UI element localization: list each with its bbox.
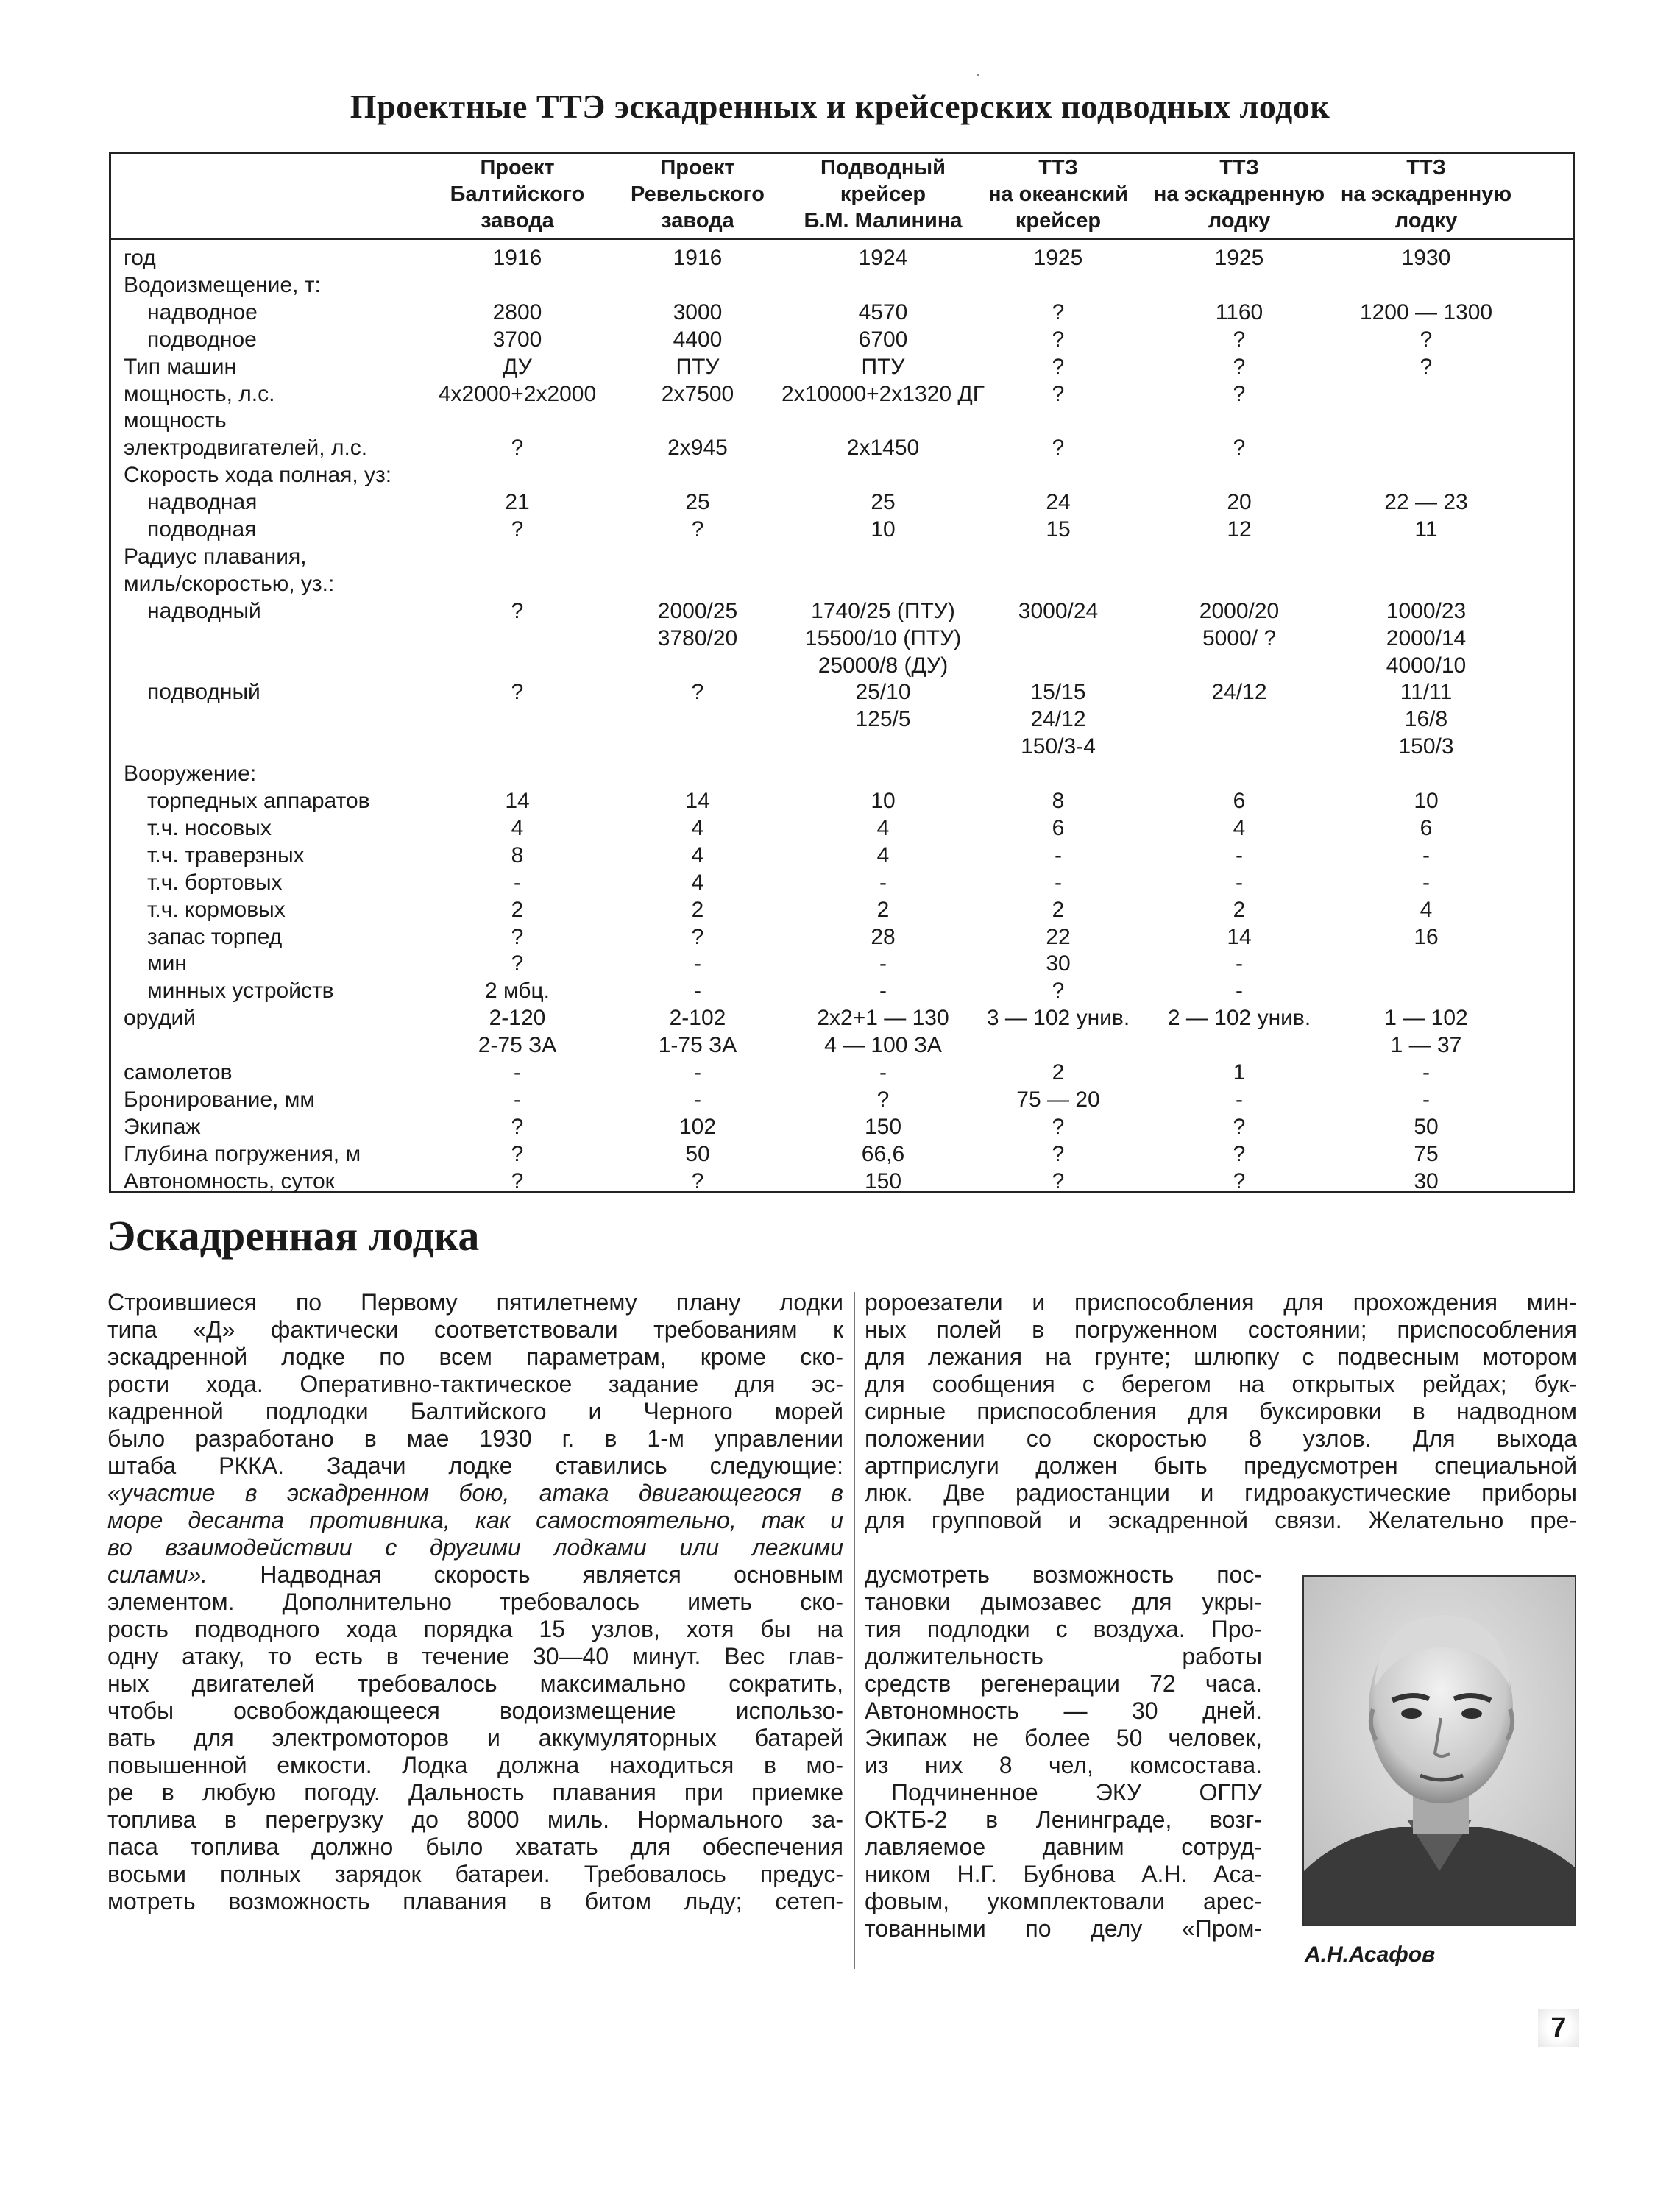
table-cell: 25/10 [855,680,911,705]
table-cell: ? [511,1141,524,1166]
text-line: ных двигателей требовалось максимально сократить, [107,1670,843,1697]
table-cell: 2-102 [669,1006,726,1031]
table-cell: 16 [1414,924,1439,949]
table-cell: 2-120 [489,1006,546,1031]
table-cell: 50 [1414,1114,1439,1139]
table-cell: 150/3-4 [1021,734,1096,759]
table-cell: 2 [1052,897,1065,922]
row-label: запас торпед [147,924,283,949]
table-cell: 1 — 102 [1384,1006,1468,1031]
table-cell: 4400 [673,327,723,352]
table-cell: 2000/14 [1386,625,1467,650]
table-cell: - [879,870,887,895]
text-line: для групповой и эскадренной связи. Желательно пре- [865,1507,1577,1533]
table-row [109,950,1575,977]
table-row [109,706,1575,733]
table-cell: 2800 [492,299,542,324]
table-cell: ? [511,951,524,976]
table-cell: ? [1052,381,1065,406]
table-cell: ? [1052,299,1065,324]
portrait-illustration [1304,1577,1575,1925]
table-cell: 25 [871,490,896,515]
table-cell: 30 [1046,951,1071,976]
text-line: для лежания на грунте; шлюпку с подвесным мотором [865,1344,1577,1370]
table-cell: 4000/10 [1386,653,1467,678]
table-cell: 1930 [1401,246,1451,270]
text-line: эскадренной лодке по всем параметрам, кроме ско- [107,1344,843,1370]
table-cell: - [694,1060,701,1085]
table-cell: 24/12 [1211,680,1267,705]
row-label: надводная [147,490,258,515]
table-cell: 4 [1420,897,1433,922]
column-header-3: Подводный крейсер Б.М. Малинина [804,156,963,233]
table-cell: 102 [678,1114,717,1139]
text-line: было разработано в мае 1930 г. в 1-м управлении [107,1425,843,1452]
table-row [109,597,1575,625]
table-cell: 10 [871,789,896,813]
row-label: т.ч. бортовых [147,870,283,895]
table-row [109,652,1575,679]
text-line: сирные приспособления для буксировки в надводном [865,1398,1577,1424]
table-cell: 4 [1233,815,1246,840]
table-header-divider [109,238,1575,240]
text-line: положении со скоростью 8 узлов. Для выхода [865,1425,1577,1452]
page-number: 7 [1538,2009,1579,2047]
text-line: ником Н.Г. Бубнова А.Н. Аса- [865,1861,1262,1887]
table-cell: ? [1233,381,1246,406]
row-label: миль/скоростью, уз.: [124,571,335,596]
table-row [109,760,1575,787]
text-line: ОКТБ-2 в Ленинграде, возг- [865,1806,1262,1833]
table-cell: 4 [876,842,890,867]
table-cell: 1916 [673,246,723,270]
table-cell: - [1422,842,1430,867]
table-cell: 150 [864,1168,902,1193]
table-cell: ? [1052,1141,1065,1166]
table-cell: ? [1233,1114,1246,1139]
table-cell: - [1422,1060,1430,1085]
table-cell: ? [1052,1114,1065,1139]
table-cell: 22 — 23 [1384,490,1468,515]
table-cell: 14 [685,789,710,813]
table-cell: 2х2+1 — 130 [817,1006,949,1031]
table-cell: 24/12 [1030,707,1086,732]
table-cell: - [1236,842,1243,867]
table-cell: 10 [871,517,896,542]
row-label: подводное [147,327,257,352]
table-cell: ПТУ [676,354,720,379]
table-cell: 1 — 37 [1390,1033,1462,1058]
table-cell: ? [511,598,524,623]
table-cell: 1924 [858,246,908,270]
text-line: типа «Д» фактически соответствовали требованиям к [107,1316,843,1343]
table-row [109,1004,1575,1032]
text-line: люк. Две радиостанции и гидроакустические приборы [865,1480,1577,1506]
table-row [109,977,1575,1004]
table-cell: 1925 [1214,246,1264,270]
table-cell: - [694,1087,701,1112]
table-cell: 2 [1052,1060,1065,1085]
table-cell: 10 [1414,789,1439,813]
text-line: артприслуги должен быть предусмотрен специальной [865,1452,1577,1479]
table-cell: 2х10000+2х1320 ДГ [781,381,985,406]
table-cell: - [879,979,887,1004]
row-label: торпедных аппаратов [147,789,370,813]
text-line: силами». Надводная скорость является основным [107,1561,843,1588]
table-cell: 4 [876,815,890,840]
table-cell: ? [1233,1168,1246,1193]
table-cell: 4 — 100 ЗА [824,1033,942,1058]
text-line: кадренной подлодки Балтийского и Черного морей [107,1398,843,1424]
table-cell: 21 [505,490,530,515]
italic-quote-end: силами». [107,1561,208,1588]
table-cell: 6 [1233,789,1246,813]
table-cell: - [514,1060,521,1085]
table-row [109,896,1575,923]
table-cell: ? [511,924,524,949]
table-cell: 1 [1233,1060,1246,1085]
text-line: паса топлива должно было хватать для обеспечения [107,1834,843,1860]
table-row [109,1086,1575,1113]
table-cell: 2 — 102 унив. [1167,1006,1311,1031]
table-row [109,489,1575,516]
text-line: топлива в перегрузку до 8000 миль. Нормального за- [107,1806,843,1833]
table-row [109,923,1575,951]
table-cell: 28 [871,924,896,949]
table-cell: ? [1052,979,1065,1004]
table-cell: 1000/23 [1386,598,1467,623]
text-line: чтобы освобождающееся водоизмещение использо- [107,1697,843,1724]
text-line: одну атаку, то есть в течение 30—40 минут. Вес глав- [107,1643,843,1669]
table-cell: 2х7500 [661,381,734,406]
table-cell: 15/15 [1030,680,1086,705]
table-cell: ? [511,436,524,461]
table-row [109,1113,1575,1140]
table-cell: ? [1420,327,1433,352]
row-label: год [124,246,156,270]
text-line: рость подводного хода порядка 15 узлов, хотя бы на [107,1616,843,1642]
table-cell: - [1055,870,1062,895]
column-header-1: Проект Балтийского завода [450,156,585,233]
table-title: Проектные ТТЭ эскадренных и крейсерских подводных лодок [350,88,1330,125]
table-cell: 30 [1414,1168,1439,1193]
text-line: дусмотреть возможность пос- [865,1561,1262,1588]
table-cell: 2 [876,897,890,922]
table-cell: 6 [1052,815,1065,840]
table-cell: ? [511,1168,524,1193]
row-label: надводное [147,299,258,324]
table-row [109,244,1575,272]
table-cell: ? [691,680,704,705]
table-cell: 14 [1227,924,1252,949]
row-label: т.ч. траверзных [147,842,305,867]
table-cell: ? [1052,327,1065,352]
table-cell: ? [1052,354,1065,379]
table-cell: 3780/20 [657,625,738,650]
text-line: фовым, укомплектовали арес- [865,1888,1262,1914]
table-cell: - [694,979,701,1004]
column-header-2: Проект Ревельского завода [631,156,765,233]
row-label: подводная [147,517,257,542]
row-label: Вооружение: [124,762,257,787]
table-cell: ? [691,1168,704,1193]
table-cell: 3 — 102 унив. [986,1006,1130,1031]
text-line: ных полей в погруженном состоянии; приспособления [865,1316,1577,1343]
article-right-column-top [865,1289,1577,1534]
table-cell: ? [1233,436,1246,461]
table-cell: - [1236,951,1243,976]
table-cell: - [1055,842,1062,867]
row-label: орудий [124,1006,196,1031]
table-cell: - [1236,1087,1243,1112]
table-cell: ? [511,680,524,705]
table-cell: 8 [1052,789,1065,813]
table-cell: 14 [505,789,530,813]
table-cell: 25000/8 (ДУ) [818,653,949,678]
column-header-4: ТТЗ на океанский крейсер [988,156,1128,233]
table-cell: 2 [1233,897,1246,922]
row-label: минных устройств [147,979,334,1004]
table-cell: ? [1233,1141,1246,1166]
table-cell: 4570 [858,299,908,324]
column-header-6: ТТЗ на эскадренную лодку [1340,156,1512,233]
row-label: т.ч. кормовых [147,897,286,922]
row-label: Автономность, суток [124,1168,335,1193]
table-cell: - [1422,870,1430,895]
table-row [109,787,1575,815]
photo-caption: А.Н.Асафов [1305,1942,1436,1967]
table-cell: ? [1233,354,1246,379]
table-cell: - [879,1060,887,1085]
text-line: рости хода. Оперативно-тактическое задание для эс- [107,1371,843,1397]
text-line: из них 8 чел, комсостава. [865,1752,1262,1778]
table-cell: 2-75 ЗА [478,1033,557,1058]
table-row [109,353,1575,380]
table-cell: 11 [1414,517,1438,542]
table-row [109,678,1575,706]
article-right-column-bottom [865,1561,1262,1942]
table-cell: - [514,870,521,895]
table-cell: 2х1450 [846,436,920,461]
table-cell: 3700 [492,327,542,352]
table-row [109,407,1575,434]
text-line: Экипаж не более 50 человек, [865,1725,1262,1751]
table-cell: 24 [1046,490,1071,515]
table-row [109,1168,1575,1195]
row-label: мощность [124,408,227,433]
text-line: штаба РККА. Задачи лодке ставились следующие: [107,1452,843,1479]
text-line: вать для электромоторов и аккумуляторных батарей [107,1725,843,1751]
table-cell: 16/8 [1404,707,1448,732]
row-label: Радиус плавания, [124,544,307,569]
table-row [109,543,1575,570]
table-row [109,1059,1575,1086]
row-label: т.ч. носовых [147,815,272,840]
table-cell: 1925 [1033,246,1083,270]
row-label: самолетов [124,1060,233,1085]
table-cell: 66,6 [861,1141,905,1166]
table-cell: 6700 [858,327,908,352]
portrait-photo [1302,1575,1576,1926]
section-heading: Эскадренная лодка [107,1212,480,1260]
table-row [109,272,1575,299]
table-cell: 1200 — 1300 [1359,299,1493,324]
table-cell: ? [511,517,524,542]
table-cell: - [879,951,887,976]
table-cell: 2 [691,897,704,922]
row-label: подводный [147,680,260,705]
table-cell: - [1236,870,1243,895]
table-cell: - [1236,979,1243,1004]
print-speck [977,74,979,76]
table-cell: ? [1233,327,1246,352]
table-cell: ? [511,1114,524,1139]
table-row [109,380,1575,408]
table-cell: 15 [1046,517,1071,542]
table-row [109,1032,1575,1059]
table-cell: 4 [511,815,524,840]
table-row [109,570,1575,597]
text-line: должительность работы [865,1643,1262,1669]
table-cell: 1916 [492,246,542,270]
text-line: ре в любую погоду. Дальность плавания при приемке [107,1779,843,1806]
table-cell: 2000/20 [1199,598,1280,623]
table-cell: 2 мбц. [484,979,550,1004]
table-cell: ? [1052,1168,1065,1193]
table-row [109,815,1575,842]
table-row [109,434,1575,461]
table-cell: 25 [685,490,710,515]
table-cell: 5000/ ? [1202,625,1277,650]
table-cell: ? [1052,436,1065,461]
table-row [109,326,1575,353]
table-row [109,299,1575,326]
table-cell: 3000/24 [1018,598,1099,623]
column-header-5: ТТЗ на эскадренную лодку [1153,156,1325,233]
table-cell: - [694,951,701,976]
text-line: тановки дымозавес для укры- [865,1589,1262,1615]
row-label: Бронирование, мм [124,1087,315,1112]
table-cell: - [514,1087,521,1112]
table-cell: 125/5 [855,707,911,732]
table-row [109,733,1575,760]
text-line: море десанта противника, как самостоятельно, так и [107,1507,843,1533]
table-cell: 75 — 20 [1016,1087,1100,1112]
table-row [109,625,1575,652]
table-cell: 12 [1227,517,1252,542]
table-row [109,516,1575,543]
table-cell: 4 [691,870,704,895]
text-line: Автономность — 30 дней. [865,1697,1262,1724]
table-cell: ПТУ [861,354,905,379]
text-line: Строившиеся по Первому пятилетнему плану лодки [107,1289,843,1316]
table-cell: 75 [1414,1141,1439,1166]
table-cell: ДУ [503,354,532,379]
text-line: «участие в эскадренном бою, атака двигающегося в [107,1480,843,1506]
text-line: тия подлодки с воздуха. Про- [865,1616,1262,1642]
table-cell: 3000 [673,299,723,324]
row-label: Экипаж [124,1114,201,1139]
table-cell: 4х2000+2х2000 [438,381,597,406]
table-cell: 2х945 [667,436,728,461]
text-line: мотреть возможность плавания в битом льду; сетеп- [107,1888,843,1914]
table-cell: 150/3 [1398,734,1454,759]
row-label: надводный [147,598,261,623]
table-cell: 1160 [1215,299,1263,324]
table-cell: ? [876,1087,890,1112]
text-line: Подчиненное ЭКУ ОГПУ [891,1779,1262,1806]
text-line: восьми полных зарядок батареи. Требовалось предус- [107,1861,843,1887]
text-line: ророезатели и приспособления для прохождения мин- [865,1289,1577,1316]
table-cell: ? [691,924,704,949]
table-row [109,1140,1575,1168]
table-cell: ? [1420,354,1433,379]
column-divider [854,1292,855,1969]
table-cell: 2000/25 [657,598,738,623]
table-cell: 2 [511,897,524,922]
table-cell: 1740/25 (ПТУ) [811,598,955,623]
table-row [109,869,1575,896]
table-cell: 8 [511,842,524,867]
table-row [109,461,1575,489]
text-line: лавляемое давним сотруд- [865,1834,1262,1860]
text-line: средств регенерации 72 часа. [865,1670,1262,1697]
table-cell: 20 [1227,490,1252,515]
table-cell: 11/11 [1400,680,1453,705]
row-label: мин [147,951,187,976]
table-cell: 15500/10 (ПТУ) [804,625,962,650]
row-label: мощность, л.с. [124,381,275,406]
table-cell: 4 [691,815,704,840]
table-cell: ? [691,517,704,542]
table-cell: 50 [685,1141,710,1166]
row-label: электродвигателей, л.с. [124,436,368,461]
table-cell: - [1422,1087,1430,1112]
row-label: Глубина погружения, м [124,1141,361,1166]
text-line: во взаимодействии с другими лодками или легкими [107,1534,843,1561]
row-label: Водоизмещение, т: [124,272,321,297]
row-label: Скорость хода полная, уз: [124,463,392,488]
row-label: Тип машин [124,354,237,379]
text-line: повышенной емкости. Лодка должна находиться в мо- [107,1752,843,1778]
table-cell: 22 [1046,924,1071,949]
text-line: тованными по делу «Пром- [865,1915,1262,1942]
table-cell: 150 [864,1114,902,1139]
article-left-column [107,1289,843,1915]
text-line: для сообщения с берегом на открытых рейдах; бук- [865,1371,1577,1397]
table-cell: 1-75 ЗА [658,1033,737,1058]
text-line: элементом. Дополнительно требовалось иметь ско- [107,1589,843,1615]
table-row [109,842,1575,869]
table-cell: 6 [1420,815,1433,840]
table-cell: 4 [691,842,704,867]
